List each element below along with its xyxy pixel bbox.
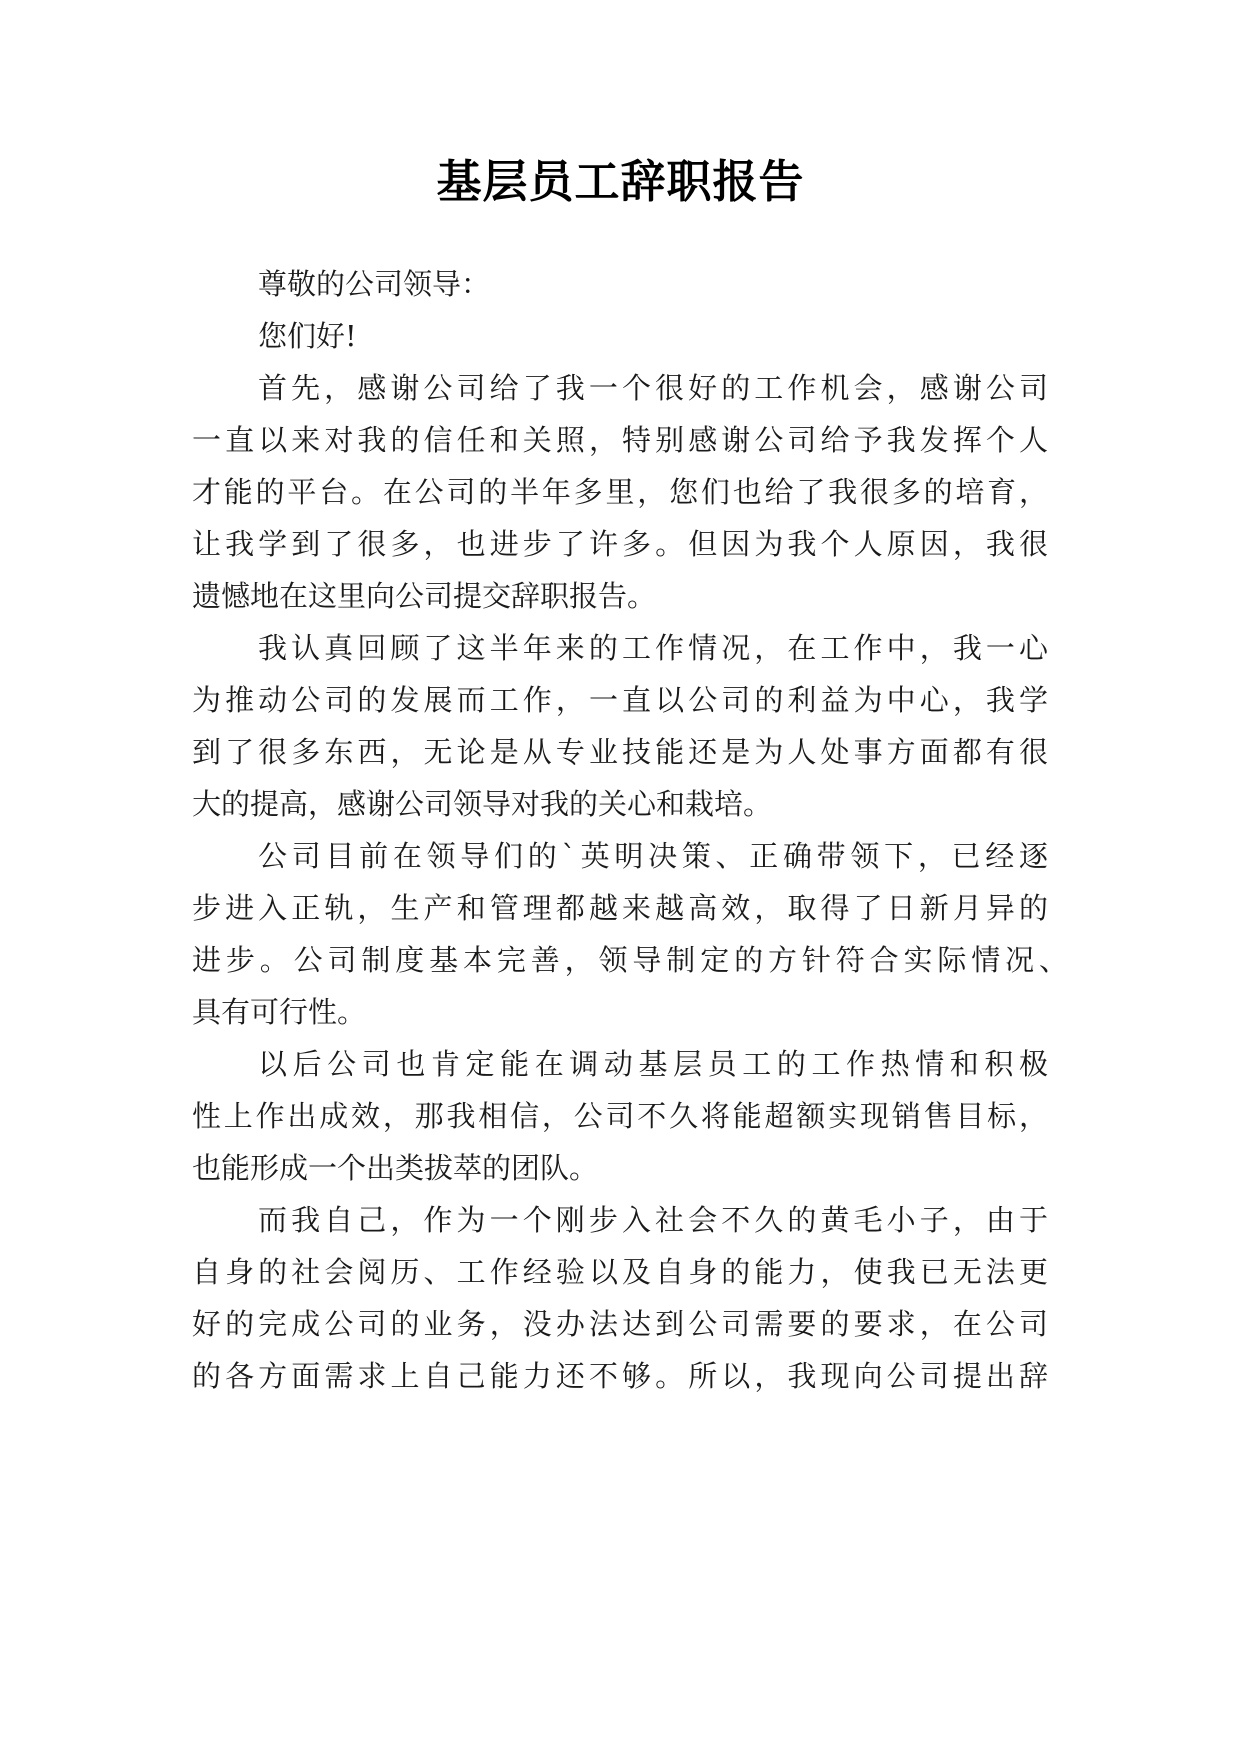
paragraph-5-line-2: 自身的社会阅历、工作经验以及自身的能力，使我已无法更 <box>192 1255 1048 1289</box>
salutation: 尊敬的公司领导： <box>258 267 491 301</box>
paragraph-5-line-3: 好的完成公司的业务，没办法达到公司需要的要求，在公司 <box>192 1307 1048 1341</box>
paragraph-4-line-3: 也能形成一个出类拔萃的团队。 <box>192 1151 599 1185</box>
paragraph-3-line-3: 进步。公司制度基本完善，领导制定的方针符合实际情况、 <box>192 943 1068 977</box>
paragraph-1-line-2: 一直以来对我的信任和关照，特别感谢公司给予我发挥个人 <box>192 423 1048 457</box>
paragraph-1-line-4: 让我学到了很多，也进步了许多。但因为我个人原因，我很 <box>192 527 1048 561</box>
greeting: 您们好! <box>258 319 357 353</box>
paragraph-4-line-2: 性上作出成效，那我相信，公司不久将能超额实现销售目标， <box>192 1099 1048 1133</box>
paragraph-3-line-4: 具有可行性。 <box>192 995 367 1029</box>
paragraph-2-line-1: 我认真回顾了这半年来的工作情况，在工作中，我一心 <box>258 631 1048 665</box>
paragraph-4-line-1: 以后公司也肯定能在调动基层员工的工作热情和积极 <box>258 1047 1048 1081</box>
paragraph-1-line-3: 才能的平台。在公司的半年多里，您们也给了我很多的培育， <box>192 475 1048 509</box>
paragraph-1-line-5: 遗憾地在这里向公司提交辞职报告。 <box>192 579 657 613</box>
paragraph-2-line-3: 到了很多东西，无论是从专业技能还是为人处事方面都有很 <box>192 735 1048 769</box>
document-title: 基层员工辞职报告 <box>436 155 805 208</box>
paragraph-3-line-1: 公司目前在领导们的`英明决策、正确带领下，已经逐 <box>258 839 1048 873</box>
paragraph-2-line-4: 大的提高，感谢公司领导对我的关心和栽培。 <box>192 787 773 821</box>
paragraph-3-line-2: 步进入正轨，生产和管理都越来越高效，取得了日新月异的 <box>192 891 1048 925</box>
paragraph-5-line-1: 而我自己，作为一个刚步入社会不久的黄毛小子，由于 <box>258 1203 1048 1237</box>
paragraph-1-line-1: 首先，感谢公司给了我一个很好的工作机会，感谢公司 <box>258 371 1048 405</box>
paragraph-5-line-4: 的各方面需求上自己能力还不够。所以，我现向公司提出辞 <box>192 1359 1048 1393</box>
paragraph-2-line-2: 为推动公司的发展而工作，一直以公司的利益为中心，我学 <box>192 683 1048 717</box>
